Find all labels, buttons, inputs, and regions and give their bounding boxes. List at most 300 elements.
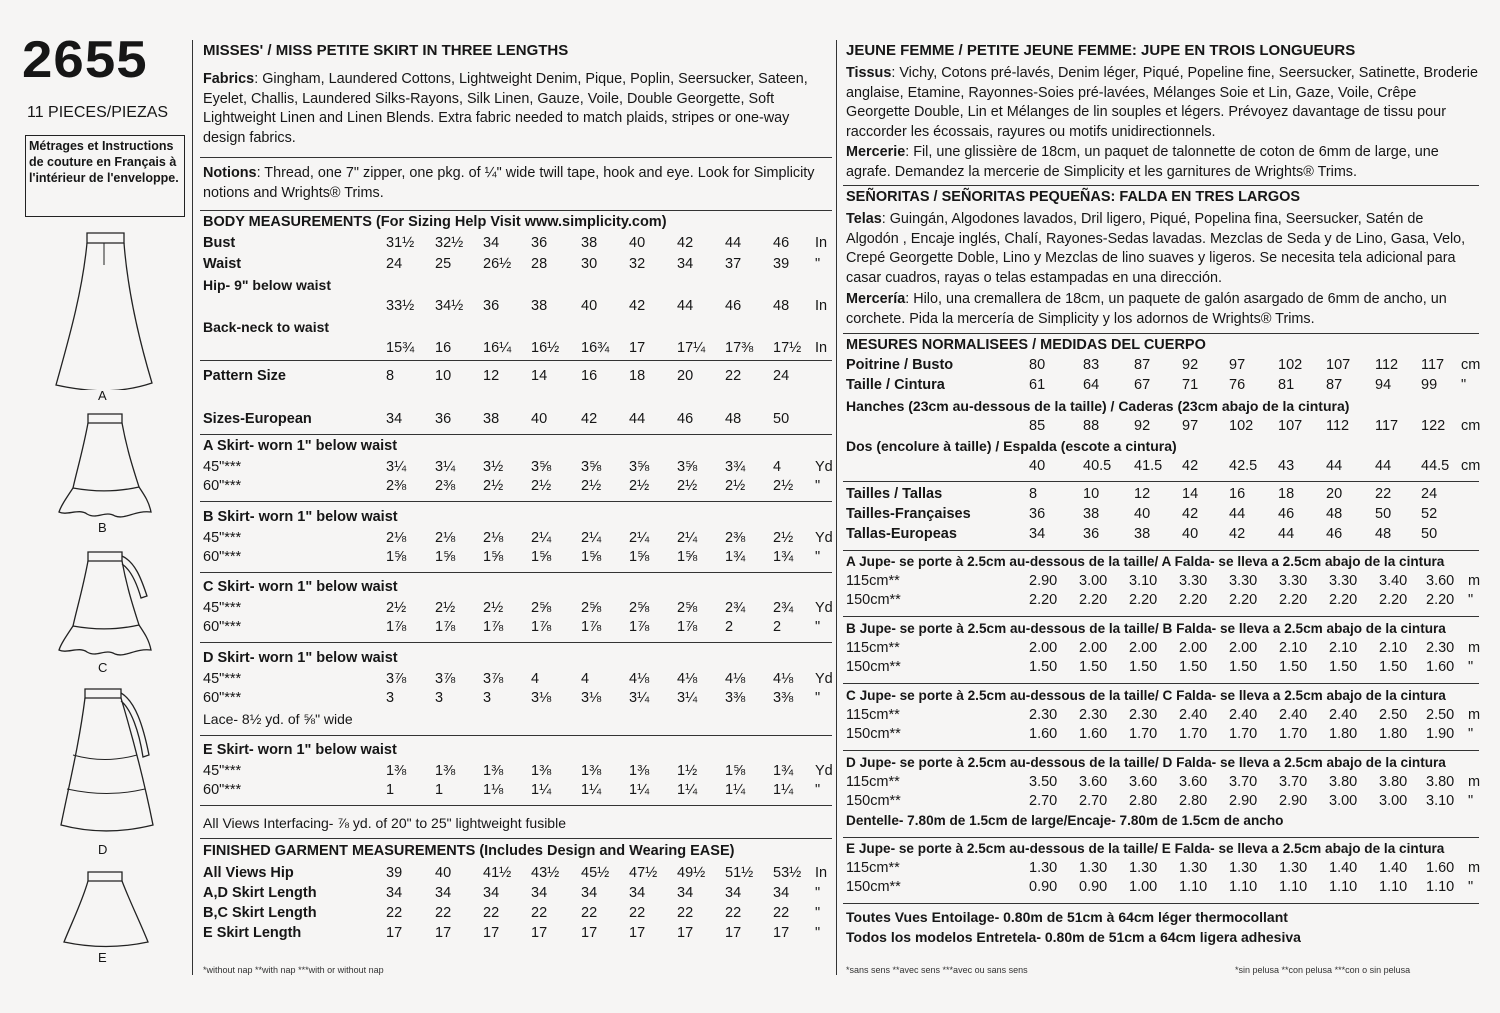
fr-yardage-row-cell: 1.60 (1079, 726, 1108, 742)
fr-size-row-cell: 42 (1229, 526, 1246, 542)
en-body-row-cell: 30 (581, 256, 598, 272)
fr-body-row-cell: 76 (1229, 377, 1246, 393)
en-yardage-row-cell: 1¼ (581, 782, 602, 798)
en-finished-row-cell: 34 (725, 885, 742, 901)
en-pattern-size-row-cell: 24 (773, 368, 790, 384)
es-merceria-label: Mercería (846, 291, 906, 307)
fr-yardage-row-cell: 2.20 (1029, 592, 1058, 608)
fr-yardage-row-cell: 3.30 (1279, 573, 1308, 589)
en-rule (200, 572, 832, 573)
en-finished-row-cell: 34 (773, 885, 790, 901)
en-yardage-row-cell: 1⅜ (531, 763, 552, 779)
fr-size-row-cell: 52 (1421, 506, 1438, 522)
en-body-row-cell: 44 (725, 235, 742, 251)
en-finished-row-label: E Skirt Length (203, 925, 302, 941)
en-body-row-label: Waist (203, 256, 242, 272)
fr-yardage-row-cell: 1.10 (1229, 879, 1258, 895)
fr-yardage-row-cell: 2.20 (1279, 592, 1308, 608)
es-telas-label: Telas (846, 211, 882, 227)
en-yardage-row-cell: 3⅝ (629, 459, 650, 475)
fr-yardage-row-cell: 2.20 (1079, 592, 1108, 608)
fr-size-row-cell: 12 (1134, 486, 1151, 502)
skirt-view-e-illustration (58, 868, 154, 948)
en-notions-text: : Thread, one 7" zipper, one pkg. of ¼" wide twill tape, hook and eye. Look for Simplicity notions and Wrights® Trims. (203, 165, 815, 201)
en-body-row-cell: 39 (773, 256, 790, 272)
fr-yardage-row-cell: 2.50 (1379, 707, 1408, 723)
fr-hanches-values-cell: 102 (1229, 418, 1254, 434)
en-yardage-row-cell: 2⅛ (435, 530, 456, 546)
en-finished-row-cell: 51½ (725, 865, 754, 881)
en-yardage-row-cell: 3¼ (386, 459, 407, 475)
fr-size-row-cell: 20 (1326, 486, 1343, 502)
fr-size-row-cell: 38 (1083, 506, 1100, 522)
en-body-row (203, 256, 843, 276)
fr-hanches-values-cell: 122 (1421, 418, 1446, 434)
en-finished-row-cell: 34 (483, 885, 500, 901)
fr-yardage-row-cell: 3.80 (1426, 774, 1455, 790)
fr-rule (843, 837, 1479, 838)
en-yardage-title: D Skirt- worn 1" below waist (203, 650, 398, 666)
en-body-row-cell: 40 (581, 298, 598, 314)
en-yardage-row-cell: 1⅝ (386, 549, 407, 565)
es-footnote: *sin pelusa **con pelusa ***con o sin pelusa (1235, 965, 1411, 975)
en-body-row-cell: 16¼ (483, 340, 512, 356)
fr-tissus-text: : Vichy, Cotons pré-lavés, Denim léger, Piqué, Popeline fine, Seersucker, Satinette, Broderie anglaise, Etamine, Rayonnes-Soies pré-lavées, Mélanges Soie et Lin, Gaze, Voile, Crêpe Georgette Double, Lin et Mélanges de lin souples et légers. Prévoyez davantage de tissu pour raccorder les écossais, rayures ou motifs unidirectionnels. (846, 65, 1478, 140)
en-euro-size-row-cell: 44 (629, 411, 646, 427)
fr-size-row-cell: 22 (1375, 486, 1392, 502)
fr-yardage-row-cell: 1.70 (1279, 726, 1308, 742)
view-label-b: B (98, 520, 107, 535)
en-yardage-row-cell: 1⅝ (725, 763, 746, 779)
en-body-row-cell: 34½ (435, 298, 464, 314)
fr-body-row-cell: 80 (1029, 357, 1046, 373)
skirt-view-b-illustration (55, 410, 155, 520)
pattern-number: 2655 (22, 31, 148, 89)
fr-hanches-values-unit: cm (1461, 418, 1481, 434)
en-yardage-row-cell: 3⅝ (677, 459, 698, 475)
fr-body-row-cell: 61 (1029, 377, 1046, 393)
en-finished-row-unit: In (815, 865, 828, 881)
fr-yardage-row-label: 150cm** (846, 726, 901, 742)
fr-yardage-row-cell: 2.90 (1029, 573, 1058, 589)
fr-yardage-row (846, 707, 1486, 727)
fr-yardage-title: A Jupe- se porte à 2.5cm au-dessous de la taille/ A Falda- se lleva a 2.5cm abajo de la cintura (846, 554, 1445, 569)
fr-rule (843, 903, 1479, 904)
fr-body-row-cell: 107 (1326, 357, 1351, 373)
fr-size-row (846, 486, 1486, 506)
fr-yardage-row-cell: 1.30 (1229, 860, 1258, 876)
french-note-box: Métrages et Instructions de couture en Français à l'intérieur de l'enveloppe. (25, 135, 185, 217)
en-title: MISSES' / MISS PETITE SKIRT IN THREE LENGTHS (203, 42, 569, 59)
en-finished-row (203, 905, 843, 925)
es-merceria-text: : Hilo, una cremallera de 18cm, un paquete de galón asargado de 6mm de ancho, un corchete. Pida la mercería de Simplicity y los adornos de Wrights® Trims. (846, 291, 1447, 327)
fr-yardage-row-cell: 1.60 (1029, 726, 1058, 742)
en-body-row-cell: 36 (531, 235, 548, 251)
fr-yardage-row-cell: 3.50 (1029, 774, 1058, 790)
en-rule (200, 210, 832, 211)
fr-yardage-row-cell: 2.10 (1379, 640, 1408, 656)
en-yardage-row-cell: 4⅛ (629, 671, 650, 687)
en-fabrics (203, 70, 831, 148)
fr-dos-values-cell: 44.5 (1421, 458, 1450, 474)
fr-yardage-row-cell: 2.20 (1329, 592, 1358, 608)
en-yardage-row-cell: 2½ (435, 600, 456, 616)
en-yardage-row (203, 478, 843, 498)
fr-hanches-values-cell: 107 (1278, 418, 1303, 434)
en-yardage-row-cell: 2 (773, 619, 782, 635)
fr-yardage-row-cell: 2.30 (1079, 707, 1108, 723)
en-yardage-row-cell: 4 (581, 671, 590, 687)
en-yardage-row-label: 60"*** (203, 478, 242, 494)
fr-yardage-row-unit: " (1468, 726, 1474, 742)
en-yardage-row-cell: 3¾ (725, 459, 746, 475)
fr-yardage-row-unit: " (1468, 659, 1474, 675)
en-yardage-row-cell: 1¾ (725, 549, 746, 565)
en-yardage-row-cell: 1⅞ (386, 619, 407, 635)
en-pattern-size-row-cell: 10 (435, 368, 452, 384)
fr-yardage-row (846, 592, 1486, 612)
en-pattern-size-row-cell: 18 (629, 368, 646, 384)
fr-yardage-row-cell: 2.80 (1179, 793, 1208, 809)
en-finished-row-cell: 22 (531, 905, 548, 921)
en-yardage-row-cell: 1 (386, 782, 395, 798)
en-body-row-cell: 38 (531, 298, 548, 314)
fr-size-row-cell: 8 (1029, 486, 1038, 502)
en-yardage-row-cell: 1⅝ (483, 549, 504, 565)
en-finished-row-cell: 17 (629, 925, 646, 941)
fr-yardage-row-cell: 3.60 (1179, 774, 1208, 790)
fr-yardage-row-cell: 2.40 (1179, 707, 1208, 723)
fr-interfacing: Toutes Vues Entoilage- 0.80m de 51cm à 64cm léger thermocollant (846, 909, 1288, 925)
en-euro-size-row-cell: 46 (677, 411, 694, 427)
en-euro-size-row-cell: 36 (435, 411, 452, 427)
fr-body-row-cell: 71 (1182, 377, 1199, 393)
en-yardage-row-cell: 1⅝ (677, 549, 698, 565)
en-body-row-cell: 15¾ (386, 340, 415, 356)
en-yardage-row-cell: 3¼ (435, 459, 456, 475)
fr-yardage-title: E Jupe- se porte à 2.5cm au-dessous de la taille/ E Falda- se lleva a 2.5cm abajo de la cintura (846, 841, 1445, 856)
en-body-title: BODY MEASUREMENTS (For Sizing Help Visit www.simplicity.com) (203, 214, 667, 230)
fr-yardage-row-cell: 2.90 (1229, 793, 1258, 809)
en-yardage-row-cell: 2⅝ (531, 600, 552, 616)
fr-hanches-values-cell: 112 (1326, 418, 1350, 434)
fr-yardage-row-cell: 1.90 (1426, 726, 1455, 742)
fr-yardage-row-cell: 2.00 (1029, 640, 1058, 656)
en-finished-row-cell: 45½ (581, 865, 610, 881)
view-label-e: E (98, 950, 107, 965)
fr-yardage-row-label: 115cm** (846, 573, 900, 589)
en-yardage-row-label: 45"*** (203, 600, 242, 616)
fr-yardage-row-cell: 2.30 (1426, 640, 1455, 656)
en-yardage-row-cell: 1¼ (677, 782, 698, 798)
en-yardage-row-cell: 1⅞ (483, 619, 504, 635)
fr-yardage-row-cell: 2.40 (1329, 707, 1358, 723)
en-rule (200, 735, 832, 736)
en-yardage-row (203, 600, 843, 620)
en-yardage-row-cell: 2⅜ (386, 478, 407, 494)
fr-hanches-values-cell: 117 (1375, 418, 1399, 434)
en-body-row-cell: 24 (386, 256, 403, 272)
fr-dos-values-cell: 44 (1375, 458, 1392, 474)
fr-body-row-cell: 87 (1134, 357, 1151, 373)
fr-yardage-row-cell: 2.00 (1129, 640, 1158, 656)
fr-size-row-cell: 18 (1278, 486, 1295, 502)
fr-hanches-label: Hanches (23cm au-dessous de la taille) / Caderas (23cm abajo de la cintura) (846, 398, 1350, 414)
en-yardage-row-unit: " (815, 478, 821, 494)
en-rule (200, 838, 832, 839)
fr-yardage-row-cell: 1.10 (1279, 879, 1308, 895)
view-label-c: C (98, 660, 108, 675)
en-yardage-row-cell: 2½ (677, 478, 698, 494)
en-body-row-cell: 37 (725, 256, 742, 272)
fr-yardage-row-cell: 1.30 (1079, 860, 1108, 876)
en-yardage-row-cell: 2½ (629, 478, 650, 494)
fr-yardage-extra: Dentelle- 7.80m de 1.5cm de large/Encaje- 7.80m de 1.5cm de ancho (846, 813, 1284, 828)
en-body-row (203, 298, 843, 318)
fr-yardage-row-label: 150cm** (846, 793, 901, 809)
en-finished-row-cell: 17 (483, 925, 500, 941)
fr-yardage-row-unit: m (1468, 707, 1481, 723)
fr-yardage-row-cell: 3.30 (1229, 573, 1258, 589)
en-yardage-row-cell: 1⅞ (531, 619, 552, 635)
en-yardage-row-unit: Yd (815, 763, 833, 779)
en-body-row-cell: 42 (677, 235, 694, 251)
en-body-row-unit: In (815, 298, 828, 314)
en-pattern-size-row-cell: 12 (483, 368, 500, 384)
fr-rule (843, 550, 1479, 551)
en-yardage-row (203, 549, 843, 569)
en-yardage-row-label: 45"*** (203, 671, 242, 687)
en-pattern-size-row-cell: 20 (677, 368, 694, 384)
fr-yardage-row-cell: 3.80 (1379, 774, 1408, 790)
fr-body-row-label: Taille / Cintura (846, 377, 945, 393)
en-yardage-title: C Skirt- worn 1" below waist (203, 579, 398, 595)
fr-yardage-row-cell: 1.80 (1379, 726, 1408, 742)
fr-yardage-row-cell: 1.50 (1329, 659, 1358, 675)
fr-yardage-row-cell: 3.60 (1426, 573, 1455, 589)
fr-body-row (846, 357, 1486, 377)
fr-yardage-row-cell: 2.20 (1229, 592, 1258, 608)
en-finished-row-cell: 34 (581, 885, 598, 901)
en-finished-row-cell: 40 (435, 865, 452, 881)
fr-yardage-row-cell: 3.40 (1379, 573, 1408, 589)
fr-tissus-label: Tissus (846, 65, 892, 81)
fr-hanches-values-cell: 97 (1182, 418, 1199, 434)
fr-yardage-row-label: 150cm** (846, 592, 901, 608)
en-yardage-row-cell: 2¼ (581, 530, 602, 546)
en-finished-row-cell: 22 (386, 905, 403, 921)
en-yardage-row-cell: 2½ (725, 478, 746, 494)
en-yardage-row-cell: 1⅞ (435, 619, 456, 635)
en-finished-row-unit: " (815, 885, 821, 901)
fr-yardage-row-label: 115cm** (846, 640, 900, 656)
fr-rule (843, 616, 1479, 617)
fr-yardage-row-cell: 1.30 (1279, 860, 1308, 876)
en-yardage-row-cell: 3 (483, 690, 492, 706)
en-body-row (203, 340, 843, 360)
fr-body-row-cell: 102 (1278, 357, 1303, 373)
en-yardage-row-cell: 4 (773, 459, 782, 475)
en-finished-row-cell: 22 (725, 905, 742, 921)
en-body-row-cell: 16¾ (581, 340, 610, 356)
fr-yardage-row-cell: 1.70 (1129, 726, 1158, 742)
en-fabrics-text: : Gingham, Laundered Cottons, Lightweight Denim, Pique, Poplin, Seersucker, Sateen, Eyelet, Challis, Laundered Silks-Rayons, Silk Linen, Gauze, Voile, Double Georgette, Soft Lightweight Linen and Linen Blends. Extra fabric needed to match plaids, stripes or one-way design fabrics. (203, 71, 808, 146)
en-yardage-row-cell: 4⅛ (725, 671, 746, 687)
en-yardage-row-label: 60"*** (203, 782, 242, 798)
en-finished-row-label: B,C Skirt Length (203, 905, 317, 921)
fr-body-row-cell: 112 (1375, 357, 1399, 373)
en-fabrics-label: Fabrics (203, 71, 255, 87)
fr-yardage-row-cell: 1.60 (1426, 659, 1455, 675)
en-body-row-cell: 31½ (386, 235, 415, 251)
fr-yardage-row-label: 115cm** (846, 707, 900, 723)
en-body-row-cell: 17½ (773, 340, 802, 356)
fr-yardage-row (846, 774, 1486, 794)
skirt-view-d-illustration (55, 685, 159, 835)
fr-footnote: *sans sens **avec sens ***avec ou sans sens (846, 965, 1028, 975)
en-yardage-row-cell: 3¼ (677, 690, 698, 706)
view-label-d: D (98, 842, 108, 857)
fr-yardage-row-cell: 1.50 (1279, 659, 1308, 675)
fr-yardage-row-cell: 2.10 (1279, 640, 1308, 656)
en-yardage-row-cell: 2½ (773, 478, 794, 494)
fr-yardage-row-cell: 1.40 (1379, 860, 1408, 876)
fr-yardage-row-cell: 2.20 (1129, 592, 1158, 608)
en-yardage-row-cell: 1¾ (773, 549, 794, 565)
en-euro-size-row-cell: 40 (531, 411, 548, 427)
en-yardage-row-label: 45"*** (203, 459, 242, 475)
fr-hanches-values-cell: 85 (1029, 418, 1046, 434)
en-notions (203, 164, 831, 203)
fr-dos-label: Dos (encolure à taille) / Espalda (escote a cintura) (846, 438, 1177, 454)
fr-yardage-row-cell: 3.00 (1379, 793, 1408, 809)
en-yardage-row-cell: 2⅜ (435, 478, 456, 494)
en-yardage-row-cell: 3⅝ (581, 459, 602, 475)
fr-yardage-row-cell: 1.50 (1379, 659, 1408, 675)
en-yardage-row-cell: 3 (386, 690, 395, 706)
fr-body-row-cell: 81 (1278, 377, 1295, 393)
fr-body-row-cell: 97 (1229, 357, 1246, 373)
fr-yardage-row-cell: 3.60 (1079, 774, 1108, 790)
fr-body-row-unit: " (1461, 377, 1467, 393)
en-finished-row-label: A,D Skirt Length (203, 885, 317, 901)
en-yardage-row-cell: 2½ (581, 478, 602, 494)
en-finished-row-cell: 34 (531, 885, 548, 901)
en-euro-size-row-cell: 50 (773, 411, 790, 427)
fr-dos-values-cell: 44 (1326, 458, 1343, 474)
fr-size-row-cell: 38 (1134, 526, 1151, 542)
en-euro-size-row-cell: 48 (725, 411, 742, 427)
en-finished-row-cell: 17 (531, 925, 548, 941)
en-finished-row-cell: 22 (435, 905, 452, 921)
en-yardage-title: A Skirt- worn 1" below waist (203, 438, 398, 454)
en-yardage-row-cell: 2⅝ (629, 600, 650, 616)
en-yardage-row-cell: 1⅜ (581, 763, 602, 779)
en-yardage-row-label: 45"*** (203, 763, 242, 779)
fr-body-title: MESURES NORMALISEES / MEDIDAS DEL CUERPO (846, 337, 1206, 353)
fr-yardage-row-cell: 2.10 (1329, 640, 1358, 656)
fr-yardage-row-cell: 1.30 (1179, 860, 1208, 876)
fr-yardage-row-cell: 3.30 (1329, 573, 1358, 589)
en-yardage-row-cell: 2½ (483, 478, 504, 494)
en-rule (200, 360, 832, 361)
fr-yardage-row (846, 793, 1486, 813)
fr-yardage-row-unit: " (1468, 879, 1474, 895)
en-finished-row-cell: 34 (386, 885, 403, 901)
fr-yardage-row-unit: m (1468, 774, 1481, 790)
fr-yardage-row-cell: 3.60 (1129, 774, 1158, 790)
en-yardage-row-cell: 2¼ (629, 530, 650, 546)
en-body-row-cell: 33½ (386, 298, 415, 314)
en-finished-row-cell: 47½ (629, 865, 658, 881)
en-yardage-row-label: 60"*** (203, 690, 242, 706)
fr-body-row (846, 377, 1486, 397)
en-yardage-row-cell: 1⅞ (581, 619, 602, 635)
fr-dos-values-cell: 41.5 (1134, 458, 1163, 474)
fr-yardage-row-cell: 3.00 (1329, 793, 1358, 809)
en-yardage-row-cell: 2⅝ (677, 600, 698, 616)
fr-yardage-row-label: 115cm** (846, 774, 900, 790)
fr-size-row-cell: 50 (1421, 526, 1438, 542)
en-finished-row (203, 885, 843, 905)
en-pattern-size-row-cell: 22 (725, 368, 742, 384)
fr-dos-values-cell: 42 (1182, 458, 1199, 474)
fr-body-row-label: Poitrine / Busto (846, 357, 954, 373)
en-yardage-row-cell: 1⅜ (629, 763, 650, 779)
es-telas (846, 210, 1478, 288)
en-finished-row-cell: 17 (725, 925, 742, 941)
fr-yardage-row-cell: 2.30 (1129, 707, 1158, 723)
fr-rule (843, 185, 1479, 186)
en-body-row-cell: 36 (483, 298, 500, 314)
fr-hanches-values-cell: 92 (1134, 418, 1151, 434)
fr-yardage-row-cell: 2.00 (1229, 640, 1258, 656)
fr-yardage-row-cell: 3.10 (1426, 793, 1455, 809)
fr-yardage-row-cell: 2.50 (1426, 707, 1455, 723)
fr-size-row-cell: 50 (1375, 506, 1392, 522)
en-finished-row-cell: 17 (435, 925, 452, 941)
fr-yardage-row-cell: 3.70 (1279, 774, 1308, 790)
en-finished-title: FINISHED GARMENT MEASUREMENTS (Includes Design and Wearing EASE) (203, 843, 735, 859)
en-finished-row-cell: 22 (581, 905, 598, 921)
fr-yardage-row-cell: 1.50 (1229, 659, 1258, 675)
fr-rule (843, 481, 1479, 482)
fr-yardage-row-cell: 1.70 (1229, 726, 1258, 742)
en-footnote: *without nap **with nap ***with or without nap (203, 965, 384, 975)
en-yardage-row-cell: 1¾ (773, 763, 794, 779)
fr-yardage-row-cell: 2.70 (1029, 793, 1058, 809)
fr-size-row-label: Tailles / Tallas (846, 486, 943, 502)
fr-body-row-cell: 64 (1083, 377, 1100, 393)
es-merceria (846, 290, 1478, 329)
fr-yardage-row-cell: 1.30 (1029, 860, 1058, 876)
fr-yardage-row (846, 573, 1486, 593)
fr-dos-values-cell: 40.5 (1083, 458, 1112, 474)
en-notions-label: Notions (203, 165, 257, 181)
en-yardage-row-cell: 1⅜ (386, 763, 407, 779)
fr-yardage-row (846, 640, 1486, 660)
fr-yardage-row-cell: 1.40 (1329, 860, 1358, 876)
fr-yardage-row-cell: 3.70 (1229, 774, 1258, 790)
en-body-row-cell: 44 (677, 298, 694, 314)
en-body-row-cell: 26½ (483, 256, 512, 272)
fr-yardage-row-cell: 1.60 (1426, 860, 1455, 876)
en-body-row-cell: 17⅜ (725, 340, 754, 356)
fr-size-row-cell: 40 (1182, 526, 1199, 542)
en-finished-row-unit: " (815, 925, 821, 941)
en-yardage-row-cell: 1⅛ (483, 782, 504, 798)
en-yardage-row-unit: Yd (815, 459, 833, 475)
